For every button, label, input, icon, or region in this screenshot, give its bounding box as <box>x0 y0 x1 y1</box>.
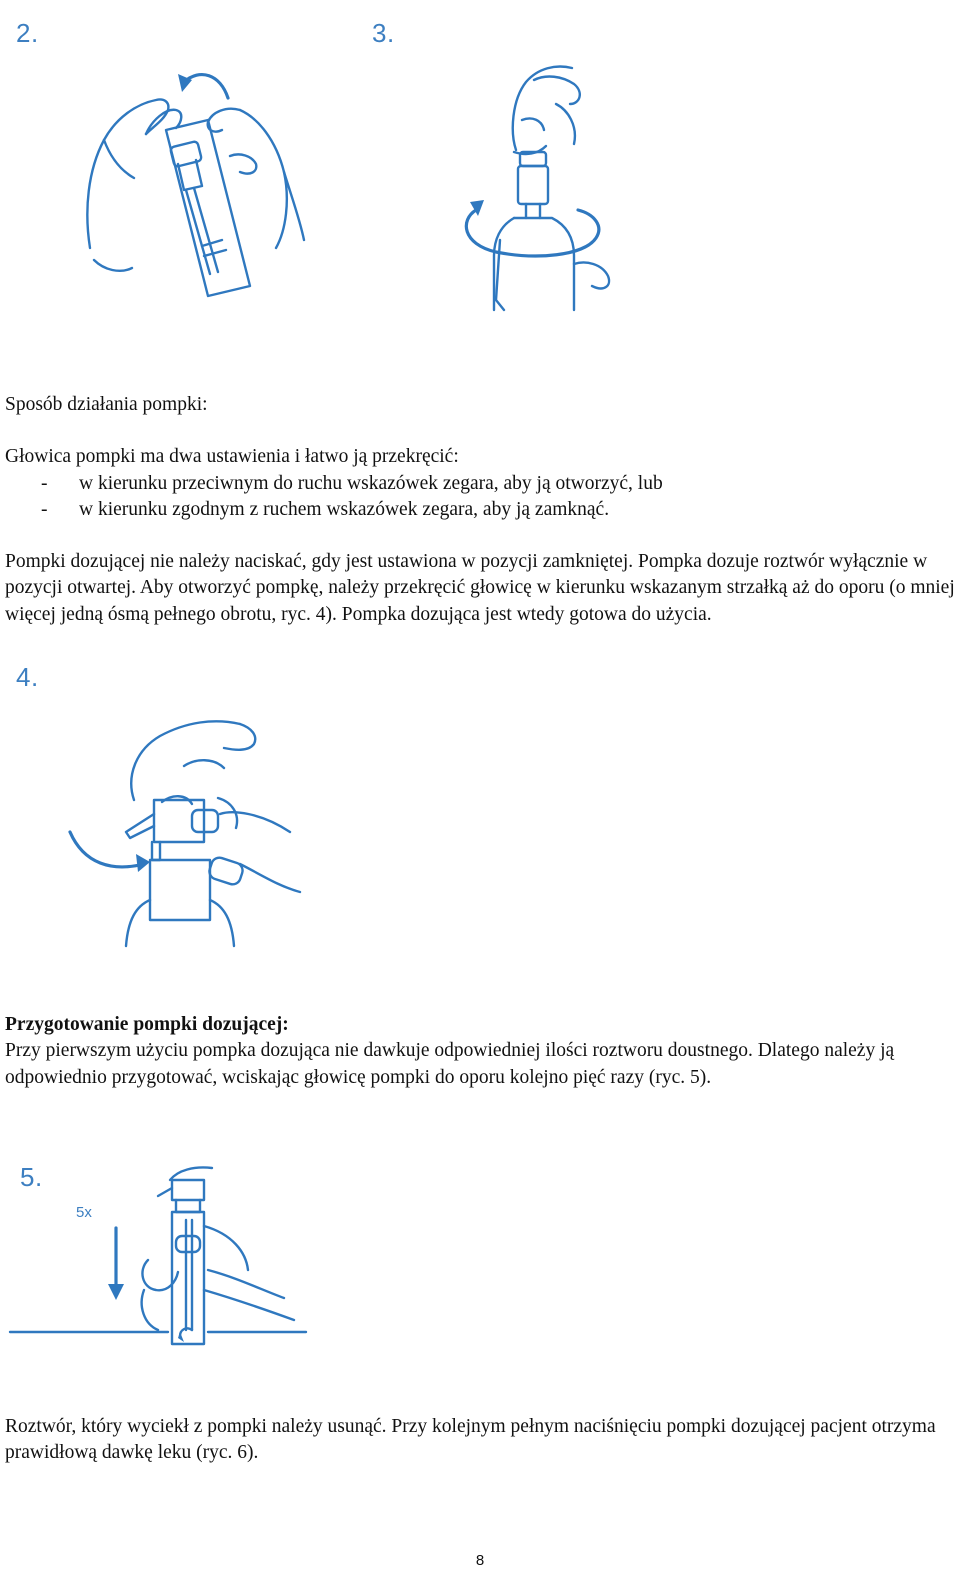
figure-3-number: 3. <box>372 18 395 48</box>
figure-3-screw-pump-illustration <box>456 60 616 310</box>
figure-2-unwrap-pump-illustration <box>80 60 310 310</box>
section-preparation-paragraph: Przy pierwszym użyciu pompka dozująca nie dawkuje odpowiedniej ilości roztworu doustnego. Dlatego należy ją odpowiednio przygotować, wciskając głowicę pompki do oporu kolejno pięć razy (ryc. 5). <box>5 1040 895 1088</box>
press-count-label: 5x <box>76 1204 92 1221</box>
section-operation-heading: Sposób działania pompki: <box>5 394 208 415</box>
figure-5-prime-pump-illustration <box>8 1160 308 1360</box>
bullet-item <box>5 497 955 523</box>
figure-4-open-pump-illustration <box>64 714 304 946</box>
section-operation-intro: Głowica pompki ma dwa ustawienia i łatwo ją przekręcić: <box>5 446 459 468</box>
figure-4-number: 4. <box>16 662 39 692</box>
section-operation-paragraph: Pompki dozującej nie należy naciskać, gdy jest ustawiona w pozycji zamkniętej. Pompka dozuje roztwór wyłącznie w pozycji otwartej. Aby otworzyć pompkę, należy przekręcić głowicę w kierunku wskazanym strzałką aż do oporu (o mniej więcej jedną ósmą pełnego obrotu, ryc. 4). Pompka dozująca jest wtedy gotowa do użycia. <box>5 551 955 625</box>
section-preparation-heading: Przygotowanie pompki dozującej: <box>5 1014 289 1035</box>
figure-5-number: 5. <box>20 1162 43 1192</box>
section-final-paragraph: Roztwór, który wyciekł z pompki należy usunąć. Przy kolejnym pełnym naciśnięciu pompki dozującej pacjent otrzyma prawidłową dawkę leku (ryc. 6). <box>5 1416 936 1464</box>
page-number: 8 <box>475 1552 485 1569</box>
figure-2-number: 2. <box>16 18 39 48</box>
bullet-text: w kierunku przeciwnym do ruchu wskazówek zegara, aby ją otworzyć, lub <box>79 472 663 494</box>
section-preparation <box>5 1012 955 1091</box>
bullet-dash: - <box>41 472 48 494</box>
bullet-dash: - <box>41 498 48 520</box>
bullet-item <box>5 471 955 497</box>
section-operation <box>5 392 955 628</box>
section-final <box>5 1414 955 1467</box>
bullet-text: w kierunku zgodnym z ruchem wskazówek zegara, aby ją zamknąć. <box>79 498 610 520</box>
